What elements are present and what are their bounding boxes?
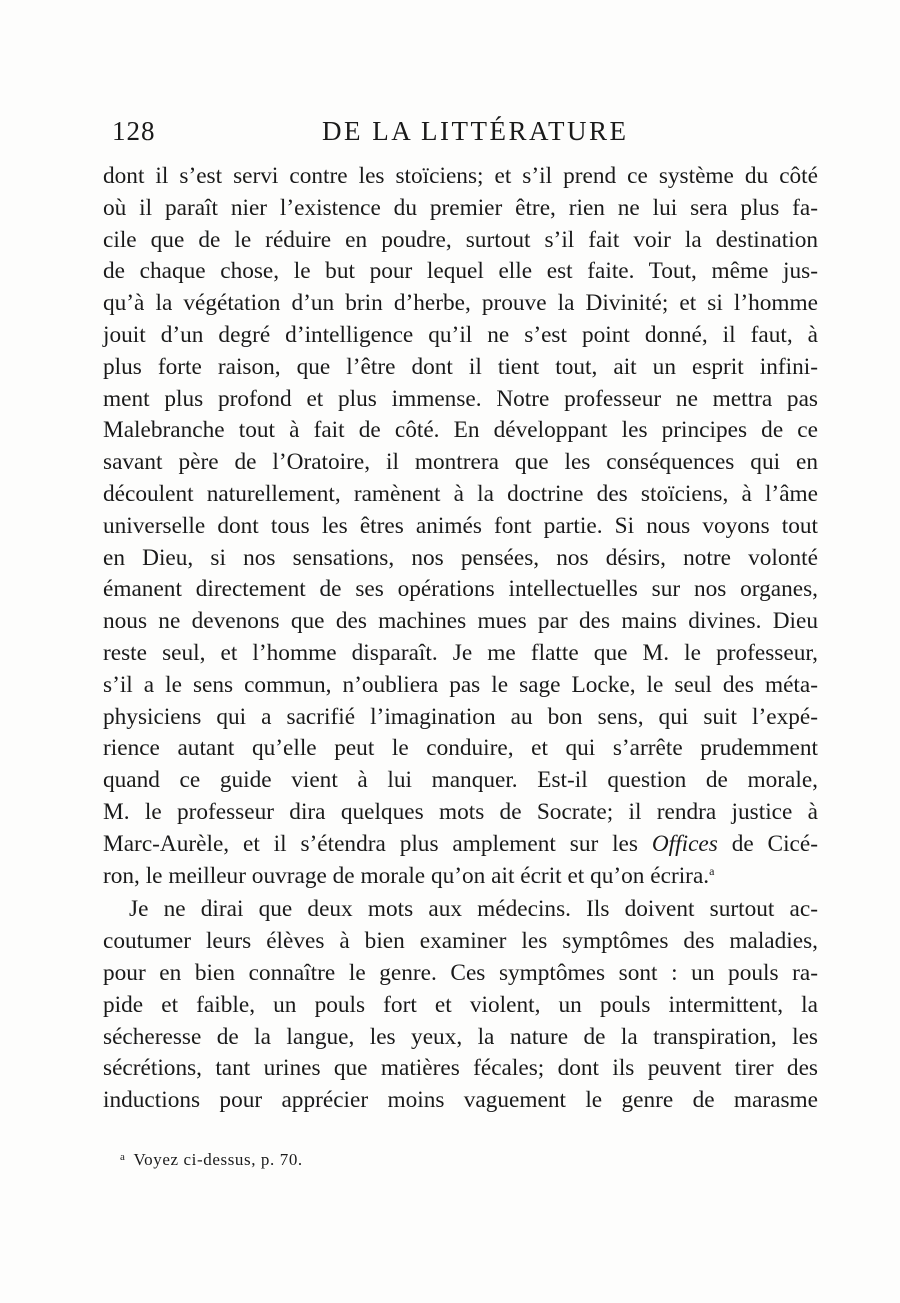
italic-work-title: Offices (651, 830, 718, 857)
paragraph-1 (103, 161, 818, 892)
text-line: inductions pour apprécier moins vaguement le genre de marasme (103, 1087, 818, 1114)
footnote-text: Voyez ci-dessus, p. 70. (133, 1150, 303, 1169)
footnote (120, 1150, 303, 1170)
text-line: ment plus profond et plus immense. Notre professeur ne mettra pas (103, 385, 818, 412)
text-line: savant père de l’Oratoire, il montrera que les conséquences qui en (103, 449, 818, 476)
text-line: émanent directement de ses opérations intellectuelles sur nos organes, (103, 576, 818, 603)
text-line: M. le professeur dira quelques mots de Socrate; il rendra justice à (103, 798, 818, 825)
line-text: ron, le meilleur ouvrage de morale qu’on ait écrit et qu’on écrira. (103, 862, 710, 889)
text-line: de chaque chose, le but pour lequel elle est faite. Tout, même jus- (103, 258, 818, 285)
text-line: s’il a le sens commun, n’oubliera pas le sage Locke, le seul des méta- (103, 671, 818, 698)
text-line: dont il s’est servi contre les stoïciens; et s’il prend ce système du côté (103, 163, 818, 189)
text-line: sécrétions, tant urines que matières fécales; dont ils peuvent tirer des (103, 1055, 818, 1082)
text-line-with-italic-title (103, 829, 818, 861)
text-line: jouit d’un degré d’intelligence qu’il ne s’est point donné, il faut, à (103, 321, 818, 348)
text-line: plus forte raison, que l’être dont il tient tout, ait un esprit infini- (103, 353, 818, 380)
text-line: reste seul, et l’homme disparaît. Je me flatte que M. le professeur, (103, 639, 818, 666)
line-text-before: Marc-Aurèle, et il s’étendra plus amplement sur les (103, 830, 652, 857)
text-line: coutumer leurs élèves à bien examiner les symptômes des maladies, (103, 928, 818, 955)
text-line: universelle dont tous les êtres animés font partie. Si nous voyons tout (103, 512, 818, 539)
text-line: quand ce guide vient à lui manquer. Est-il question de morale, (103, 767, 818, 794)
text-line: où il paraît nier l’existence du premier être, rien ne lui sera plus fa- (103, 194, 818, 221)
text-line: en Dieu, si nos sensations, nos pensées, nos désirs, notre volonté (103, 544, 818, 571)
text-line: physiciens qui a sacrifié l’imagination au bon sens, qui suit l’expé- (103, 703, 818, 730)
running-title: DE LA LITTÉRATURE (322, 116, 629, 146)
text-line: sécheresse de la langue, les yeux, la nature de la transpiration, les (103, 1023, 818, 1050)
footnote-mark: a (120, 1151, 126, 1163)
text-line: Malebranche tout à fait de côté. En développant les principes de ce (103, 417, 818, 444)
paragraph-2 (103, 894, 818, 1117)
text-line: qu’à la végétation d’un brin d’herbe, prouve la Divinité; et si l’homme (103, 290, 818, 317)
text-line: cile que de le réduire en poudre, surtout s’il fait voir la destination (103, 226, 818, 253)
text-line: pour en bien connaître le genre. Ces symptômes sont : un pouls ra- (103, 959, 818, 986)
page-number: 128 (112, 116, 156, 146)
text-line: rience autant qu’elle peut le conduire, et qui s’arrête prudemment (103, 735, 818, 762)
text-line: découlent naturellement, ramènent à la doctrine des stoïciens, à l’âme (103, 480, 818, 507)
line-text-after: de Cicé- (717, 830, 818, 857)
text-line: Je ne dirai que deux mots aux médecins. Ils doivent surtout ac- (129, 896, 818, 923)
body-text (103, 161, 818, 1117)
text-line: nous ne devenons que des machines mues par des mains divines. Dieu (103, 608, 818, 635)
text-line: pide et faible, un pouls fort et violent, un pouls intermittent, la (103, 991, 818, 1018)
footnote-reference[interactable]: a (709, 863, 715, 878)
text-line-last (103, 861, 818, 893)
